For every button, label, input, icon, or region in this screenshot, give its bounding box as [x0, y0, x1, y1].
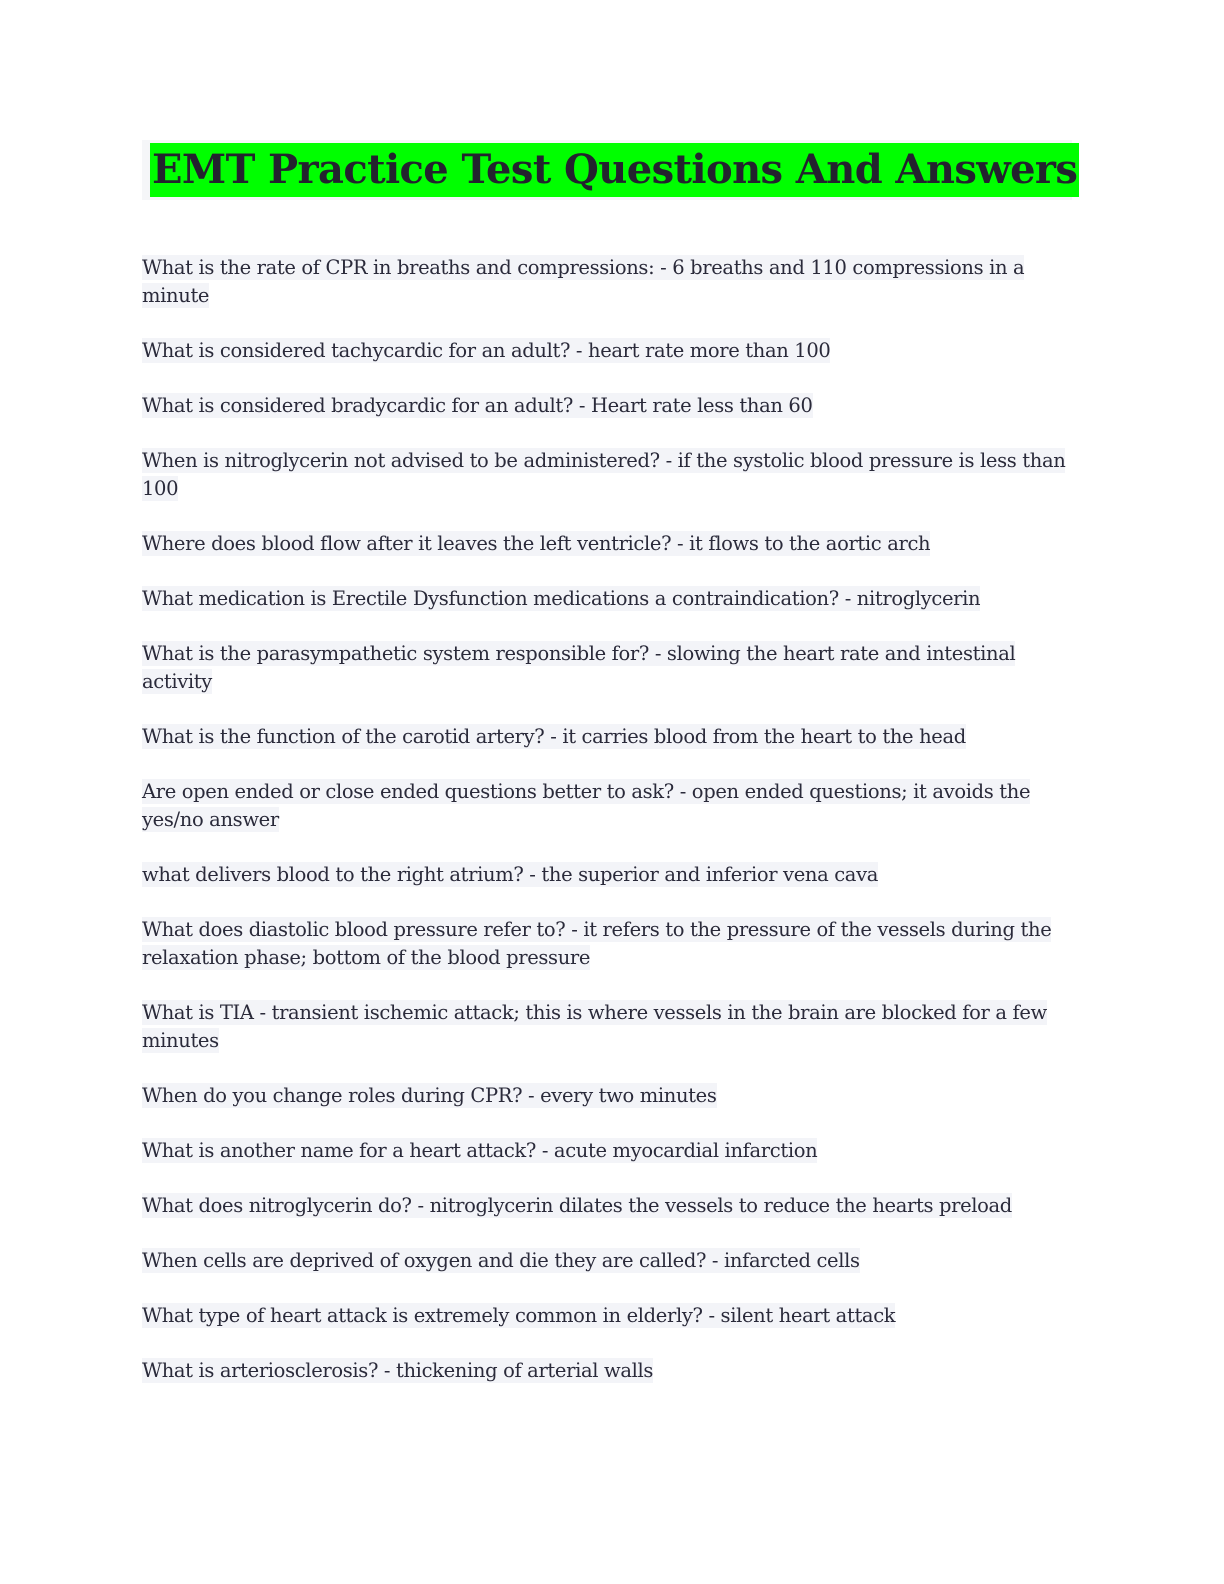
document-title: EMT Practice Test Questions And Answers — [150, 143, 1079, 197]
qa-text: What is another name for a heart attack? - acute myocardial infarction — [142, 1139, 818, 1162]
qa-text: What is arteriosclerosis? - thickening of arterial walls — [142, 1359, 654, 1382]
qa-item — [142, 585, 1072, 613]
qa-item — [142, 1247, 1072, 1275]
qa-text: What does nitroglycerin do? - nitroglycerin dilates the vessels to reduce the hearts preload — [142, 1194, 1012, 1217]
qa-text: What does diastolic blood pressure refer to? - it refers to the pressure of the vessels during the relaxation phase; bottom of the blood pressure — [142, 918, 1052, 969]
qa-list — [142, 254, 1072, 1412]
qa-text: What is the parasympathetic system responsible for? - slowing the heart rate and intestinal activity — [142, 642, 1016, 693]
qa-item — [142, 723, 1072, 751]
qa-text: what delivers blood to the right atrium? - the superior and inferior vena cava — [142, 863, 879, 886]
qa-item — [142, 254, 1072, 310]
title-block — [142, 140, 1078, 200]
qa-item — [142, 1357, 1072, 1385]
qa-item — [142, 861, 1072, 889]
qa-item — [142, 1082, 1072, 1110]
qa-text: When is nitroglycerin not advised to be administered? - if the systolic blood pressure is less than 100 — [142, 449, 1066, 500]
qa-item — [142, 999, 1072, 1055]
qa-item — [142, 1192, 1072, 1220]
qa-item — [142, 337, 1072, 365]
qa-item — [142, 1137, 1072, 1165]
qa-text: What is the function of the carotid artery? - it carries blood from the heart to the head — [142, 725, 966, 748]
qa-text: What type of heart attack is extremely common in elderly? - silent heart attack — [142, 1304, 896, 1327]
qa-text: What is the rate of CPR in breaths and compressions: - 6 breaths and 110 compressions in a minute — [142, 256, 1025, 307]
qa-text: What is TIA - transient ischemic attack; this is where vessels in the brain are blocked for a few minutes — [142, 1001, 1047, 1052]
qa-item — [142, 392, 1072, 420]
qa-text: What is considered bradycardic for an adult? - Heart rate less than 60 — [142, 394, 813, 417]
qa-text: Where does blood flow after it leaves the left ventricle? - it flows to the aortic arch — [142, 532, 931, 555]
qa-text: When cells are deprived of oxygen and die they are called? - infarcted cells — [142, 1249, 860, 1272]
qa-item — [142, 778, 1072, 834]
qa-item — [142, 640, 1072, 696]
qa-item — [142, 530, 1072, 558]
qa-item — [142, 916, 1072, 972]
qa-text: What medication is Erectile Dysfunction medications a contraindication? - nitroglycerin — [142, 587, 981, 610]
qa-item — [142, 1302, 1072, 1330]
qa-text: Are open ended or close ended questions better to ask? - open ended questions; it avoids the yes/no answer — [142, 780, 1031, 831]
qa-text: When do you change roles during CPR? - every two minutes — [142, 1084, 717, 1107]
qa-text: What is considered tachycardic for an adult? - heart rate more than 100 — [142, 339, 831, 362]
qa-item — [142, 447, 1072, 503]
